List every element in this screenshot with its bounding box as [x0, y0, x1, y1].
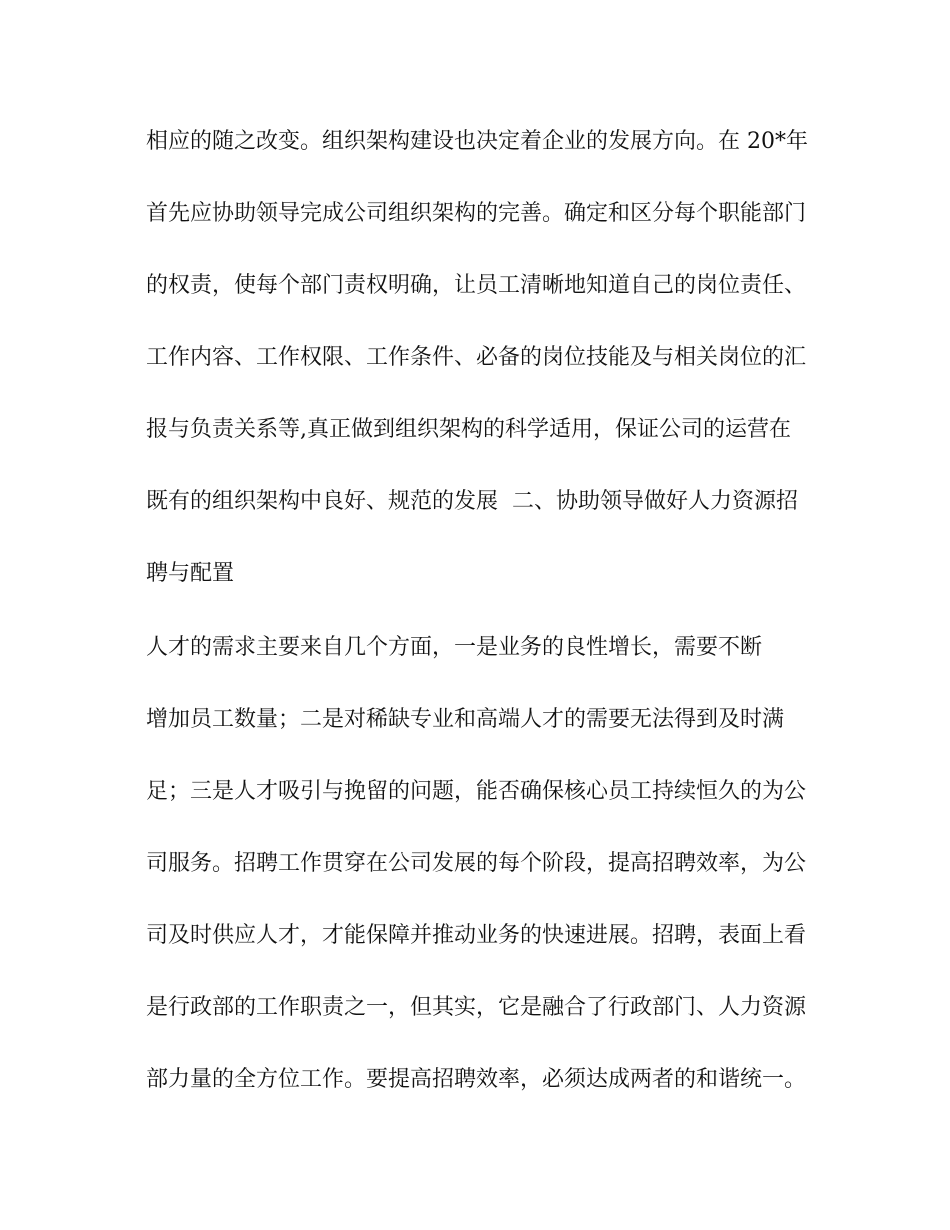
text-line: 相应的随之改变。组织架构建设也决定着企业的发展方向。在 20*年	[146, 129, 808, 154]
text-line: 增加员工数量；二是对稀缺专业和高端人才的需要无法得到及时满	[146, 707, 785, 732]
text-line: 聘与配置	[146, 561, 235, 586]
text-line: 人才的需求主要来自几个方面，一是业务的良性增长，需要不断	[146, 635, 763, 660]
text-line: 的权责，使每个部门责权明确，让员工清晰地知道自己的岗位责任、	[146, 273, 807, 298]
text-line: 司服务。招聘工作贯穿在公司发展的每个阶段，提高招聘效率，为公	[146, 851, 807, 876]
text-line: 工作内容、工作权限、工作条件、必备的岗位技能及与相关岗位的汇	[146, 345, 807, 370]
text-line: 部力量的全方位工作。要提高招聘效率，必须达成两者的和谐统一。	[146, 1067, 807, 1092]
text-line: 是行政部的工作职责之一，但其实，它是融合了行政部门、人力资源	[146, 995, 807, 1020]
text-line: 报与负责关系等,真正做到组织架构的科学适用，保证公司的运营在	[146, 417, 791, 442]
text-line: 首先应协助领导完成公司组织架构的完善。确定和区分每个职能部门	[146, 201, 807, 226]
text-line: 既有的组织架构中良好、规范的发展 二、协助领导做好人力资源招	[146, 489, 798, 514]
text-line: 司及时供应人才，才能保障并推动业务的快速进展。招聘，表面上看	[146, 923, 807, 948]
text-line: 足；三是人才吸引与挽留的问题，能否确保核心员工持续恒久的为公	[146, 779, 807, 804]
